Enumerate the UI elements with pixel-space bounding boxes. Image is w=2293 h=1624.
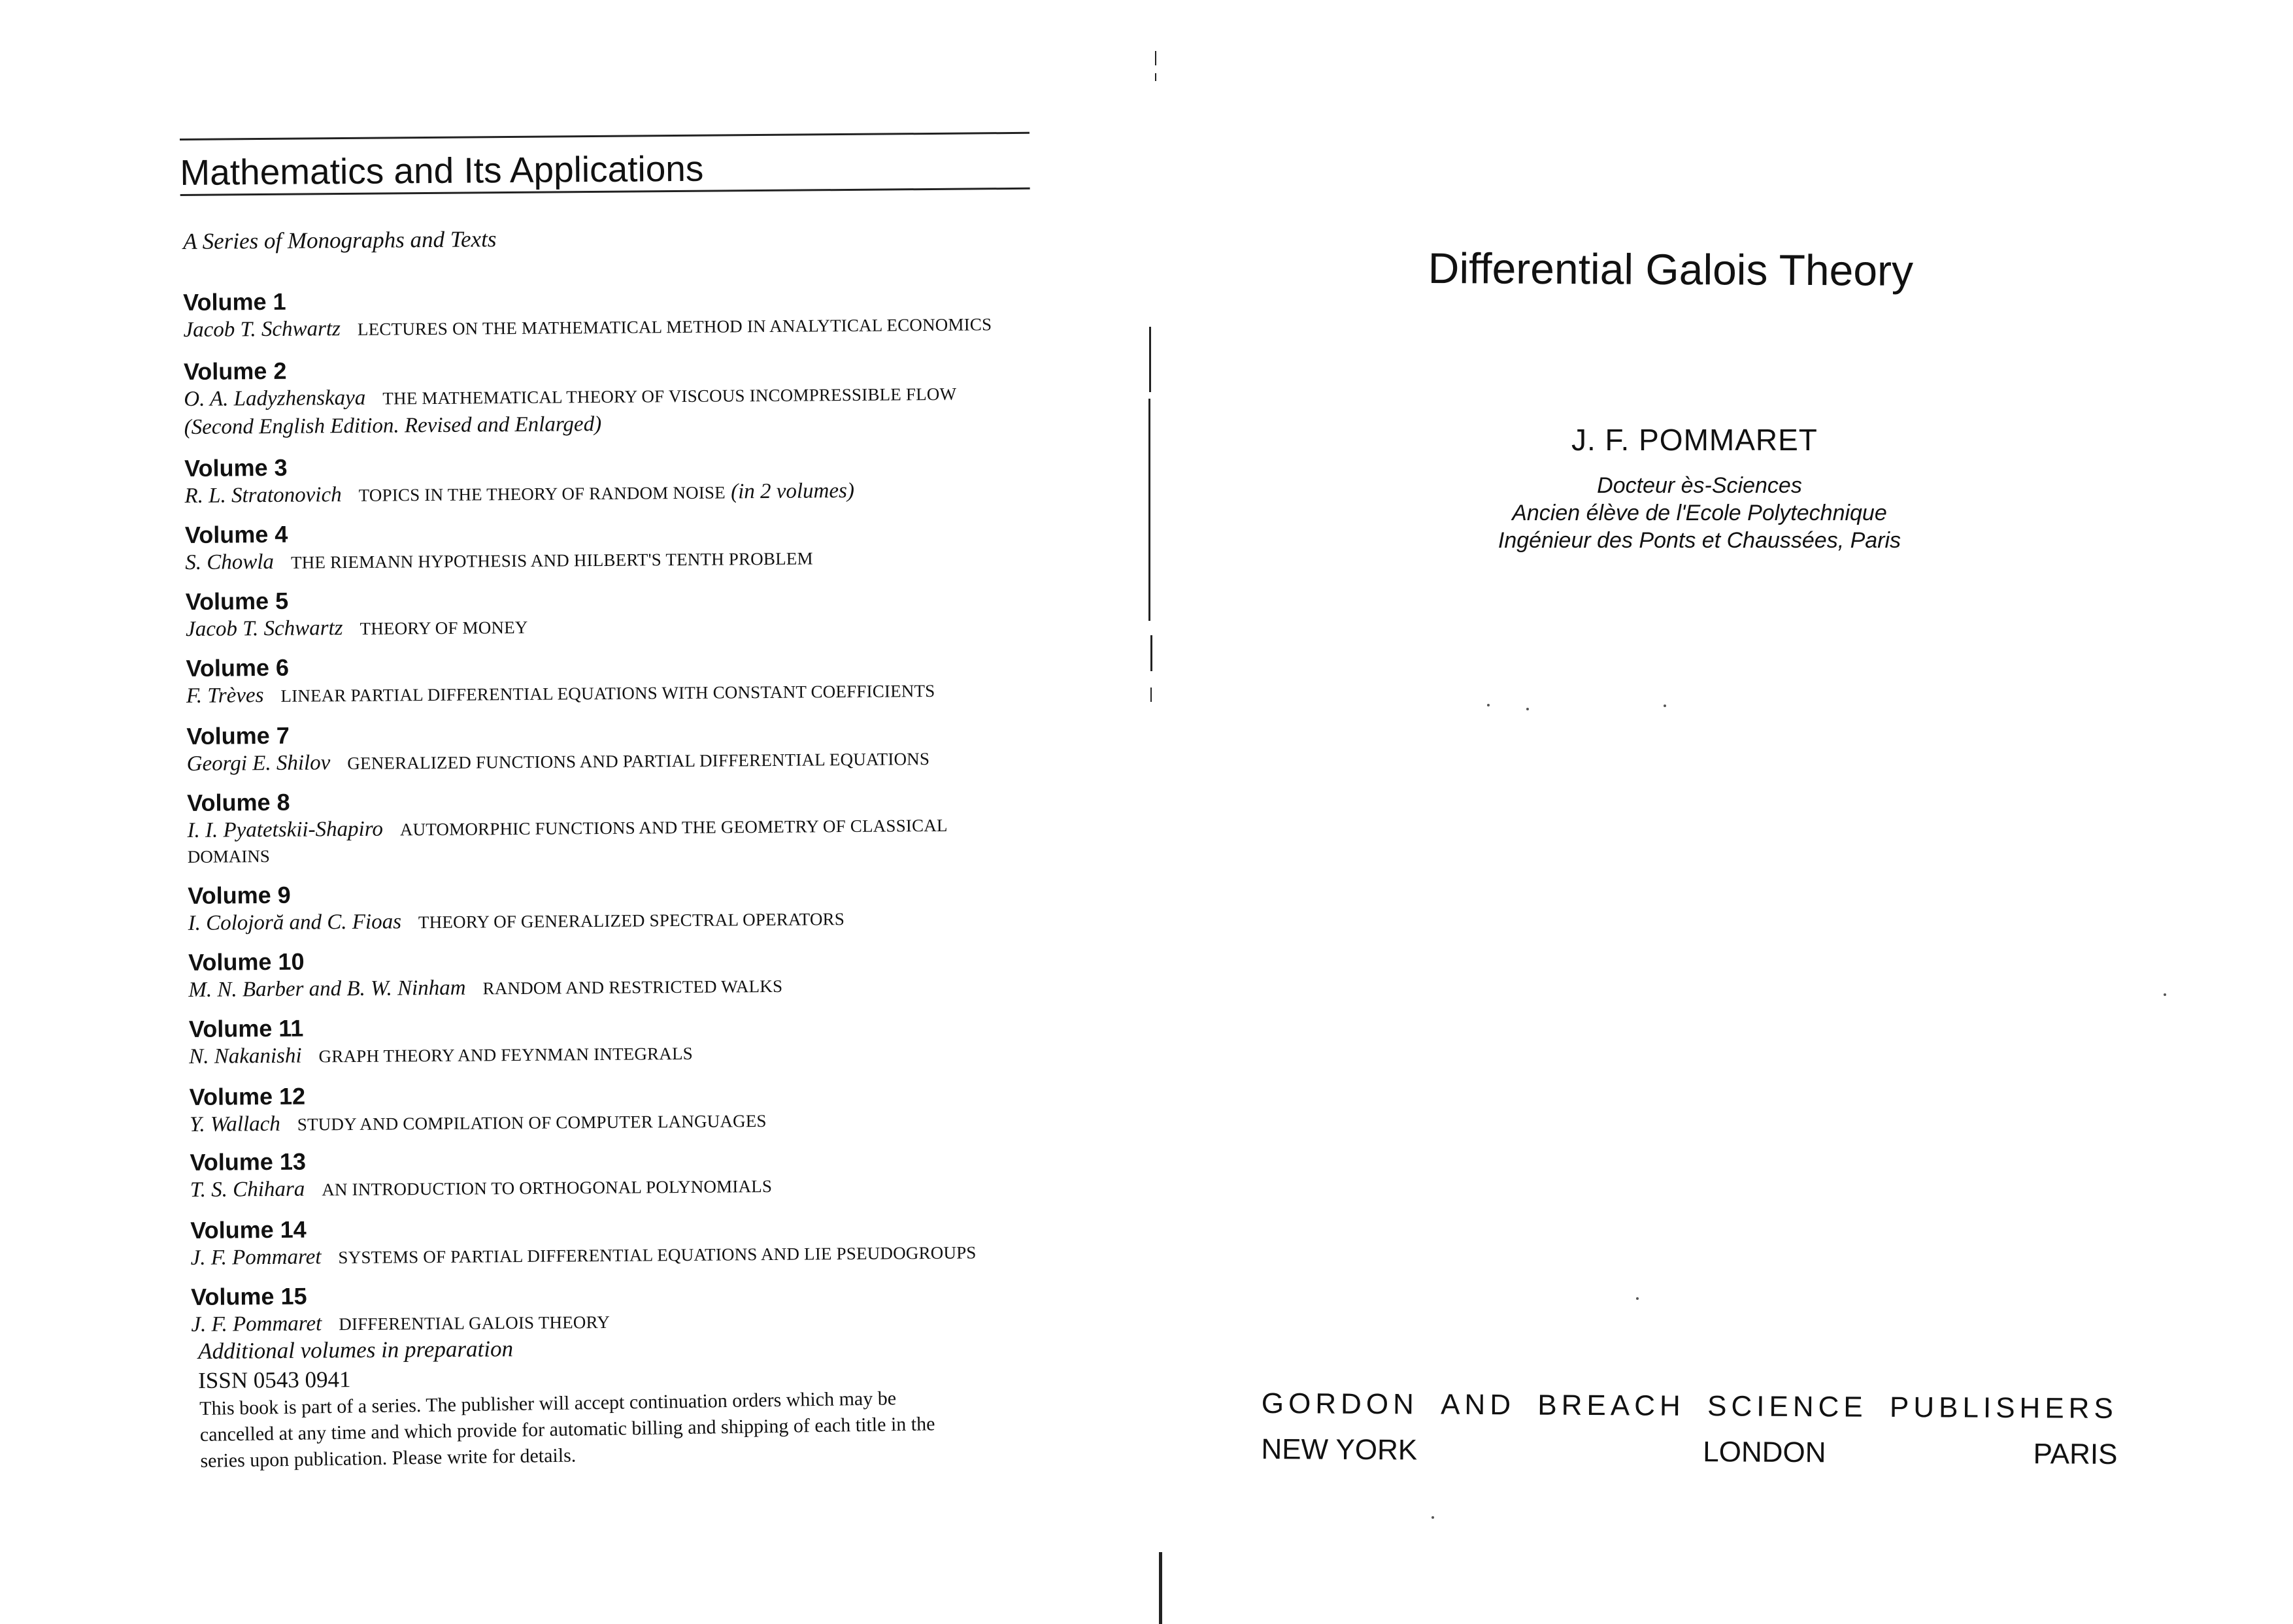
publisher-word: SCIENCE: [1707, 1390, 1867, 1423]
volume-label: Volume 3: [184, 454, 288, 482]
volume-entry: [187, 782, 1077, 869]
scan-speck: [2164, 993, 2166, 996]
volume-title: SYSTEMS OF PARTIAL DIFFERENTIAL EQUATIONS AND LIE PSEUDOGROUPS: [338, 1242, 977, 1268]
volume-label: Volume 4: [184, 520, 288, 548]
volume-title: RANDOM AND RESTRICTED WALKS: [482, 976, 783, 999]
scan-speck: [1487, 704, 1490, 706]
volume-label: Volume 2: [183, 357, 287, 385]
scan-mark: [1155, 73, 1156, 81]
volume-entry: [190, 1142, 1079, 1204]
scan-mark: [1155, 51, 1156, 65]
volume-label: Volume 15: [190, 1282, 307, 1310]
volume-label: Volume 11: [188, 1014, 304, 1042]
volume-author: Y. Wallach: [189, 1112, 280, 1136]
scan-speck: [1636, 1297, 1639, 1300]
volume-label: Volume 14: [190, 1216, 307, 1244]
volume-label: Volume 5: [185, 587, 289, 615]
gutter-line: [1159, 1552, 1162, 1624]
volume-author: F. Trèves: [186, 684, 264, 708]
volume-list: [183, 282, 1072, 1336]
volume-entry: [184, 448, 1074, 510]
volume-label: Volume 6: [186, 654, 290, 682]
volume-label: Volume 8: [187, 788, 290, 816]
volume-title-suffix: (in 2 volumes): [730, 478, 855, 504]
additional-volumes-note: Additional volumes in preparation: [198, 1336, 514, 1364]
volume-label: Volume 12: [189, 1082, 306, 1110]
author-credentials: [1438, 472, 1961, 554]
volume-title-continuation: DOMAINS: [187, 846, 270, 867]
volume-author: J. F. Pommaret: [191, 1312, 322, 1336]
credential-line: Ancien élève de l'Ecole Polytechnique: [1512, 501, 1887, 525]
city-new-york: NEW YORK: [1261, 1433, 1418, 1467]
volume-entry: [184, 351, 1073, 441]
series-title: Mathematics and Its Applications: [180, 148, 704, 193]
volume-entry: [188, 875, 1077, 938]
volume-title: AUTOMORPHIC FUNCTIONS AND THE GEOMETRY OF CLASSICAL: [399, 815, 948, 840]
volume-author: S. Chowla: [185, 550, 275, 574]
volume-author: Jacob T. Schwartz: [185, 616, 343, 641]
volume-title: GRAPH THEORY AND FEYNMAN INTEGRALS: [318, 1043, 694, 1067]
scan-speck: [1431, 1516, 1434, 1519]
publisher-name: [1262, 1385, 2118, 1427]
volume-entry: [190, 1210, 1080, 1272]
publisher-word: PUBLISHERS: [1889, 1391, 2118, 1425]
volume-title: THEORY OF GENERALIZED SPECTRAL OPERATORS: [418, 909, 845, 933]
volume-edition-note: (Second English Edition. Revised and Enlarged): [184, 412, 602, 439]
volume-title: LINEAR PARTIAL DIFFERENTIAL EQUATIONS WITH CONSTANT COEFFICIENTS: [280, 680, 935, 706]
volume-entry: [191, 1276, 1080, 1339]
volume-author: M. N. Barber and B. W. Ninham: [188, 976, 466, 1002]
publisher-block: [1261, 1385, 2118, 1473]
scan-mark: [1150, 688, 1152, 702]
volume-entry: [188, 942, 1078, 1004]
volume-author: Jacob T. Schwartz: [183, 317, 341, 342]
volume-entry: [186, 581, 1075, 644]
series-note-line: series upon publication. Please write for details.: [200, 1444, 577, 1472]
credential-line: Docteur ès-Sciences: [1597, 473, 1802, 498]
left-page: [0, 0, 1146, 1620]
volume-author: I. Colojoră and C. Fioas: [188, 910, 402, 935]
publisher-word: GORDON: [1261, 1387, 1418, 1421]
header-rule-top: [180, 132, 1029, 141]
scan-speck: [1526, 708, 1529, 710]
issn: ISSN 0543 0941: [198, 1367, 351, 1393]
city-paris: PARIS: [2033, 1438, 2118, 1470]
volume-title: THE MATHEMATICAL THEORY OF VISCOUS INCOMPRESSIBLE FLOW: [382, 384, 957, 408]
volume-label: Volume 13: [190, 1148, 307, 1176]
volume-author: Georgi E. Shilov: [186, 751, 331, 776]
gutter-line: [1150, 635, 1152, 671]
publisher-cities: [1261, 1431, 2117, 1473]
scan-speck: [1664, 704, 1666, 707]
volume-author: N. Nakanishi: [189, 1044, 302, 1069]
volume-author: T. S. Chihara: [190, 1177, 305, 1202]
credential-line: Ingénieur des Ponts et Chaussées, Paris: [1498, 528, 1901, 553]
volume-title: DIFFERENTIAL GALOIS THEORY: [339, 1312, 611, 1334]
city-london: LONDON: [1703, 1436, 1826, 1469]
series-note-line: cancelled at any time and which provide for automatic billing and shipping of each title in the: [199, 1413, 935, 1446]
series-note: [199, 1383, 1063, 1474]
volume-label: Volume 10: [188, 948, 305, 976]
volume-label: Volume 7: [186, 721, 290, 750]
volume-author: O. A. Ladyzhenskaya: [184, 386, 366, 411]
volume-author: R. L. Stratonovich: [184, 483, 342, 508]
volume-entry: [185, 514, 1075, 577]
volume-entry: [183, 282, 1073, 344]
volume-title: THE RIEMANN HYPOTHESIS AND HILBERT'S TENTH PROBLEM: [290, 548, 813, 572]
publisher-word: AND: [1441, 1388, 1516, 1421]
volume-label: Volume 1: [183, 288, 286, 316]
publisher-word: BREACH: [1537, 1389, 1685, 1422]
volume-title: AN INTRODUCTION TO ORTHOGONAL POLYNOMIALS: [322, 1176, 773, 1200]
series-subtitle: A Series of Monographs and Texts: [183, 226, 497, 254]
book-title: Differential Galois Theory: [1428, 243, 1914, 295]
volume-title: THEORY OF MONEY: [360, 617, 528, 638]
volume-entry: [190, 1076, 1079, 1139]
author-name: J. F. POMMARET: [1571, 423, 1818, 457]
volume-title: LECTURES ON THE MATHEMATICAL METHOD IN ANALYTICAL ECONOMICS: [357, 314, 992, 339]
volume-author: I. I. Pyatetskii-Shapiro: [187, 817, 384, 842]
gutter-line: [1148, 399, 1150, 621]
volume-entry: [186, 716, 1076, 778]
volume-entry: [186, 648, 1075, 710]
volume-title: TOPICS IN THE THEORY OF RANDOM NOISE: [358, 482, 726, 505]
gutter-line: [1149, 327, 1151, 392]
series-header: [180, 132, 1030, 196]
volume-label: Volume 9: [188, 881, 291, 909]
volume-author: J. F. Pommaret: [190, 1245, 322, 1270]
volume-title: STUDY AND COMPILATION OF COMPUTER LANGUAGES: [297, 1111, 767, 1135]
volume-entry: [189, 1008, 1079, 1071]
series-note-line: This book is part of a series. The publisher will accept continuation orders which may be: [199, 1387, 897, 1419]
volume-title: GENERALIZED FUNCTIONS AND PARTIAL DIFFERENTIAL EQUATIONS: [347, 749, 930, 774]
